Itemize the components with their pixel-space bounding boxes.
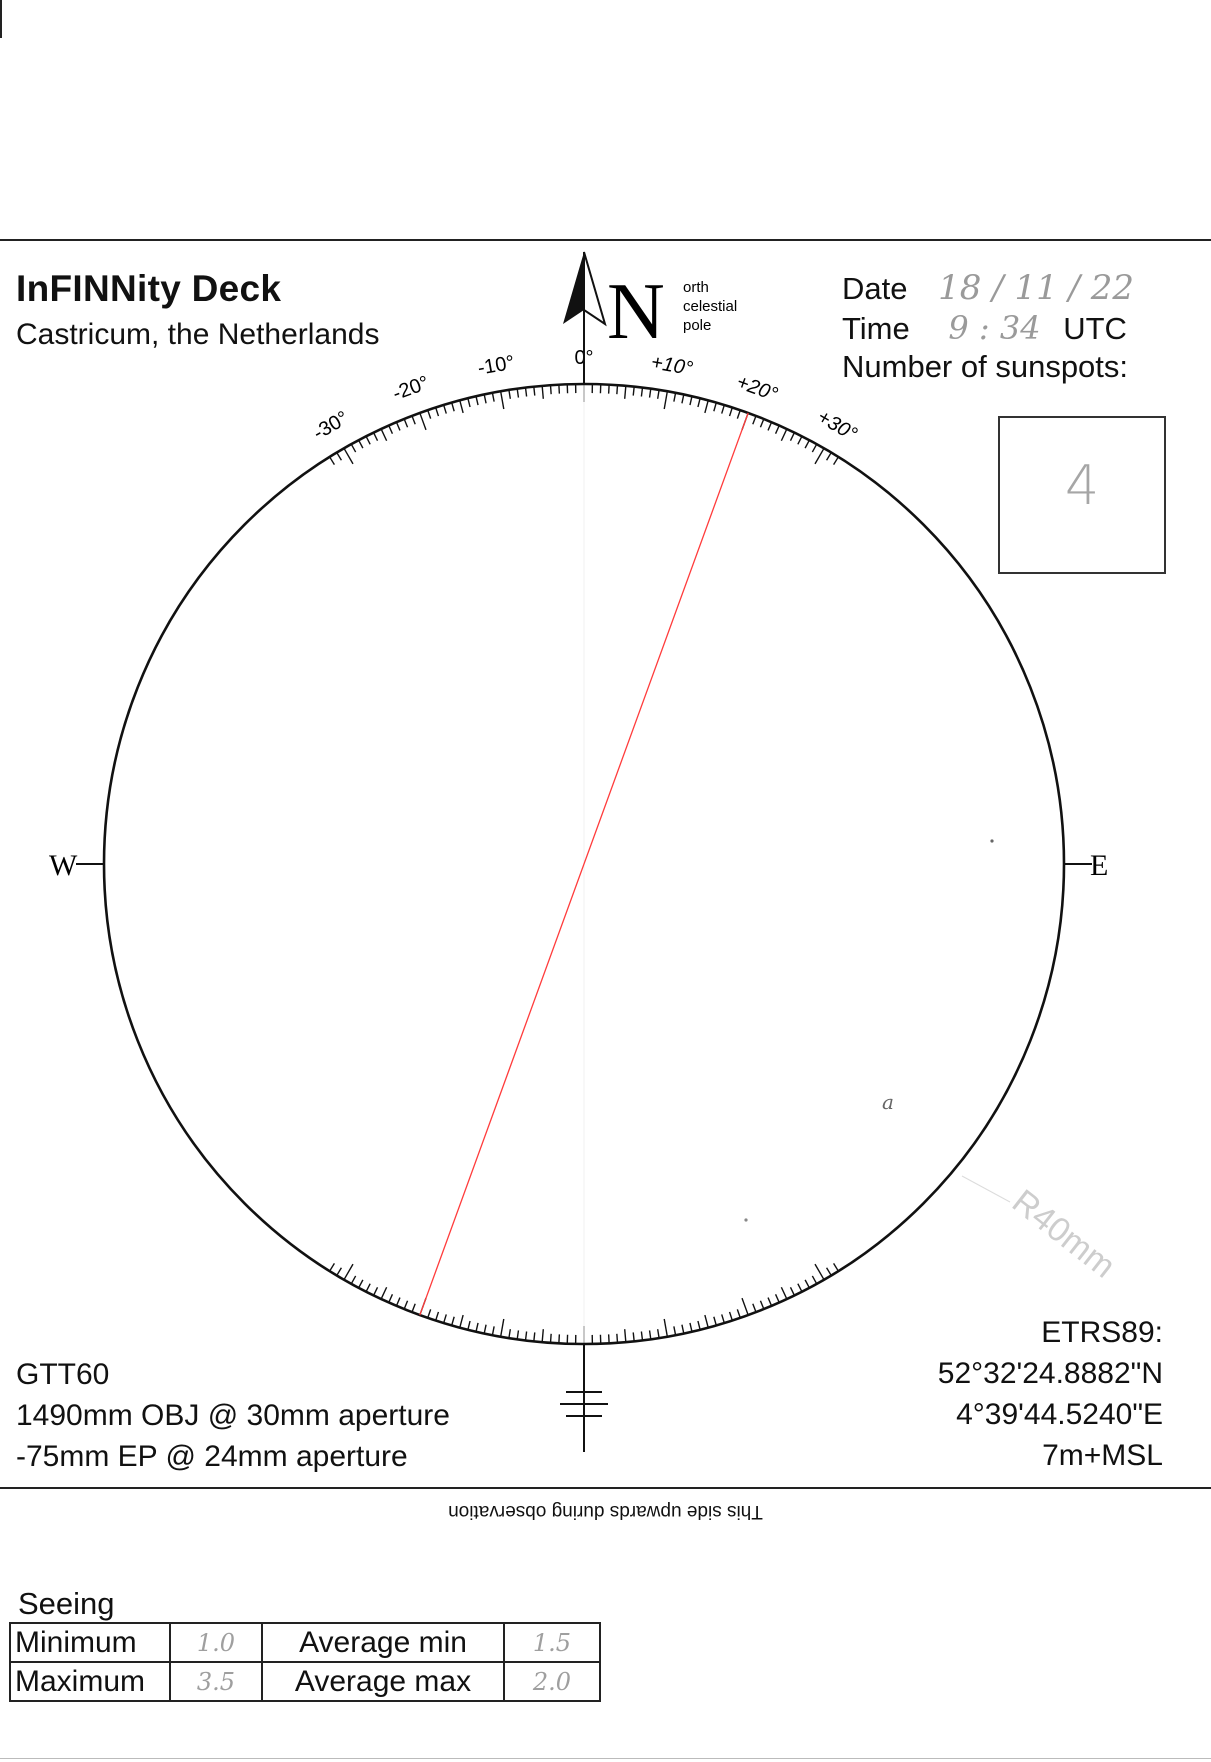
south-scale-tick [790, 1287, 794, 1295]
north-scale-tick [737, 410, 740, 419]
north-scale-tick [468, 398, 470, 407]
north-note-line-3: pole [683, 317, 712, 334]
south-scale-tick [404, 1301, 407, 1309]
time-value: 9 : 34 [948, 309, 1041, 347]
north-scale-tick [452, 403, 454, 412]
north-scale-tick [501, 391, 504, 409]
north-scale-tick [404, 419, 407, 427]
south-scale-tick [658, 1329, 659, 1338]
south-scale-tick [452, 1317, 454, 1326]
south-scale-tick [674, 1326, 676, 1335]
south-scale-tick [412, 1304, 415, 1312]
north-scale-tick [776, 425, 780, 433]
south-scale-tick [714, 1317, 716, 1326]
south-scale-tick [664, 1319, 667, 1337]
south-scale-tick [776, 1294, 780, 1302]
south-scale-tick [633, 1332, 634, 1341]
north-scale-tick [650, 389, 651, 398]
south-scale-tick [730, 1312, 733, 1321]
coord-elevation: 7m+MSL [1042, 1439, 1163, 1472]
north-scale-tick [805, 440, 809, 448]
table-row [10, 1623, 600, 1662]
sketch-mark-a: a [882, 1090, 894, 1114]
south-scale-tick [742, 1298, 748, 1315]
north-arrow-icon [563, 252, 605, 384]
south-scale-tick [722, 1314, 725, 1323]
north-scale-tick [815, 448, 824, 464]
south-scale-tick [551, 1334, 552, 1343]
south-scale-tick [815, 1264, 824, 1280]
south-scale-tick [374, 1287, 378, 1295]
deck-title: InFINNity Deck [16, 268, 282, 309]
seeing-table [9, 1622, 601, 1702]
north-scale-tick [436, 407, 439, 416]
sunspot-count-value: 4 [1064, 454, 1100, 517]
north-scale-tick [359, 440, 363, 448]
south-scale-tick [542, 1329, 543, 1342]
seeing-avg-min-value[interactable]: 1.5 [504, 1623, 600, 1662]
north-scale-tick [509, 390, 510, 399]
north-scale-tick [460, 400, 463, 413]
north-scale-tick [428, 410, 431, 419]
seeing-avg-min-label: Average min [262, 1623, 504, 1662]
south-scale-tick [798, 1284, 802, 1292]
east-label: E [1090, 849, 1109, 882]
north-scale-tick [722, 405, 725, 414]
coord-longitude: 4°39'44.5240"E [956, 1398, 1163, 1431]
south-scale-tick [625, 1329, 626, 1342]
north-scale-tick [760, 419, 763, 427]
tick-label: -20° [389, 371, 433, 406]
north-scale-tick [790, 433, 794, 441]
north-scale-tick [812, 444, 816, 452]
deck-location: Castricum, the Netherlands [16, 318, 380, 351]
south-scale-tick [436, 1312, 439, 1321]
tick-labels [310, 347, 861, 446]
north-scale-tick [517, 389, 518, 398]
south-scale-tick [641, 1331, 642, 1340]
north-scale-tick [674, 393, 676, 402]
north-scale-tick [625, 386, 626, 399]
south-scale-tick [509, 1329, 510, 1338]
south-scale-tick [650, 1330, 651, 1339]
seeing-maximum-value[interactable]: 3.5 [170, 1662, 262, 1701]
instrument-name: GTT60 [16, 1358, 110, 1391]
north-scale-tick [714, 403, 716, 412]
north-scale-tick [476, 396, 478, 405]
instrument-eyepiece: -75mm EP @ 24mm aperture [16, 1440, 408, 1473]
south-scale-tick [492, 1326, 494, 1335]
north-scale-tick [492, 393, 494, 402]
time-unit: UTC [1063, 311, 1127, 346]
south-scale-tick [337, 1268, 342, 1276]
north-scale-tick [633, 387, 634, 396]
north-scale-tick [730, 407, 733, 416]
south-scale-tick [444, 1314, 447, 1323]
north-scale-tick [351, 444, 355, 452]
south-scale-tick [534, 1332, 535, 1341]
orientation-note: This side upwards during observation [448, 1501, 763, 1522]
north-scale-tick [412, 416, 415, 424]
north-scale-tick [534, 387, 535, 396]
sketch-dot [744, 1218, 747, 1221]
north-scale-tick [526, 388, 527, 397]
south-scale-tick [428, 1309, 431, 1318]
tick-label: -30° [309, 407, 353, 445]
north-scale-tick [705, 400, 708, 413]
north-scale-tick [337, 453, 342, 461]
north-scale-tick [798, 436, 802, 444]
north-scale-tick [698, 398, 700, 407]
instrument-objective: 1490mm OBJ @ 30mm aperture [16, 1399, 450, 1432]
south-scale-tick [812, 1276, 816, 1284]
north-scale-tick [658, 390, 659, 399]
south-scale-tick [768, 1298, 772, 1306]
north-letter: N [607, 268, 665, 356]
south-scale-tick [617, 1334, 618, 1343]
seeing-avg-max-label: Average max [262, 1662, 504, 1701]
south-scale-tick [476, 1323, 478, 1332]
north-scale-tick [617, 385, 618, 394]
north-scale-tick [330, 457, 335, 465]
north-scale-tick [420, 413, 426, 430]
south-scale-tick [484, 1325, 486, 1334]
south-scale-tick [760, 1301, 763, 1309]
north-scale-tick [834, 457, 839, 465]
south-scale-tick [682, 1325, 684, 1334]
north-scale-tick [344, 448, 353, 464]
seeing-label: Seeing [18, 1586, 115, 1621]
tick-label: +30° [813, 405, 861, 446]
date-label: Date [842, 271, 908, 306]
south-scale-tick [460, 1315, 463, 1328]
south-mount-icon [560, 1344, 608, 1452]
north-note-line-1: orth [683, 279, 709, 296]
south-scale-tick [753, 1304, 756, 1312]
south-scale-tick [698, 1321, 700, 1330]
south-scale-tick [705, 1315, 708, 1328]
south-scale-tick [468, 1321, 470, 1330]
sunspots-label: Number of sunspots: [842, 349, 1129, 384]
south-scale-tick [344, 1264, 353, 1280]
north-note-line-2: celestial [683, 298, 738, 315]
south-scale-tick [834, 1263, 839, 1271]
south-scale-tick [737, 1309, 740, 1318]
date-value: 18 / 11 / 22 [938, 268, 1135, 308]
tick-label: +10° [649, 351, 695, 381]
south-scale-tick [366, 1284, 370, 1292]
seeing-minimum-value[interactable]: 1.0 [170, 1623, 262, 1662]
seeing-avg-max-value[interactable]: 2.0 [504, 1662, 600, 1701]
south-scale-tick [526, 1331, 527, 1340]
north-scale-tick [551, 385, 552, 394]
tick-label: +20° [733, 371, 781, 407]
plate-radius-label: R40mm [1005, 1182, 1123, 1286]
north-scale-tick [396, 422, 400, 430]
north-scale-tick [484, 394, 486, 403]
north-scale-tick [768, 422, 772, 430]
south-scale-tick [517, 1330, 518, 1339]
table-row [10, 1662, 600, 1701]
tick-label: -10° [476, 351, 517, 380]
west-label: W [49, 849, 78, 882]
south-scale-tick [389, 1294, 393, 1302]
north-scale-tick [374, 433, 378, 441]
seeing-maximum-label: Maximum [10, 1662, 170, 1701]
south-scale-tick [359, 1280, 363, 1288]
north-scale-tick [542, 386, 543, 399]
north-scale-tick [682, 394, 684, 403]
north-scale-tick [444, 405, 447, 414]
north-scale-tick [381, 429, 386, 441]
north-scale-tick [753, 416, 756, 424]
seeing-minimum-label: Minimum [10, 1623, 170, 1662]
north-scale-tick [690, 396, 692, 405]
south-scale-tick [690, 1323, 692, 1332]
south-scale-tick [827, 1268, 832, 1276]
south-scale-tick [501, 1319, 504, 1337]
south-scale-tick [396, 1298, 400, 1306]
tick-label: 0° [574, 347, 594, 369]
north-scale-tick [389, 425, 393, 433]
time-label: Time [842, 311, 910, 346]
sketch-dot [990, 839, 993, 842]
north-scale-tick [827, 453, 832, 461]
north-scale-tick [366, 436, 370, 444]
north-scale-tick [664, 391, 667, 409]
south-scale-tick [781, 1287, 786, 1299]
north-scale-tick [641, 388, 642, 397]
plate-radius-leader [962, 1176, 1010, 1202]
coord-latitude: 52°32'24.8882"N [937, 1357, 1163, 1390]
south-scale-tick [381, 1287, 386, 1299]
north-scale-tick [781, 429, 786, 441]
south-scale-tick [351, 1276, 355, 1284]
coord-datum: ETRS89: [1041, 1316, 1163, 1349]
south-scale-tick [330, 1263, 335, 1271]
south-scale-tick [805, 1280, 809, 1288]
